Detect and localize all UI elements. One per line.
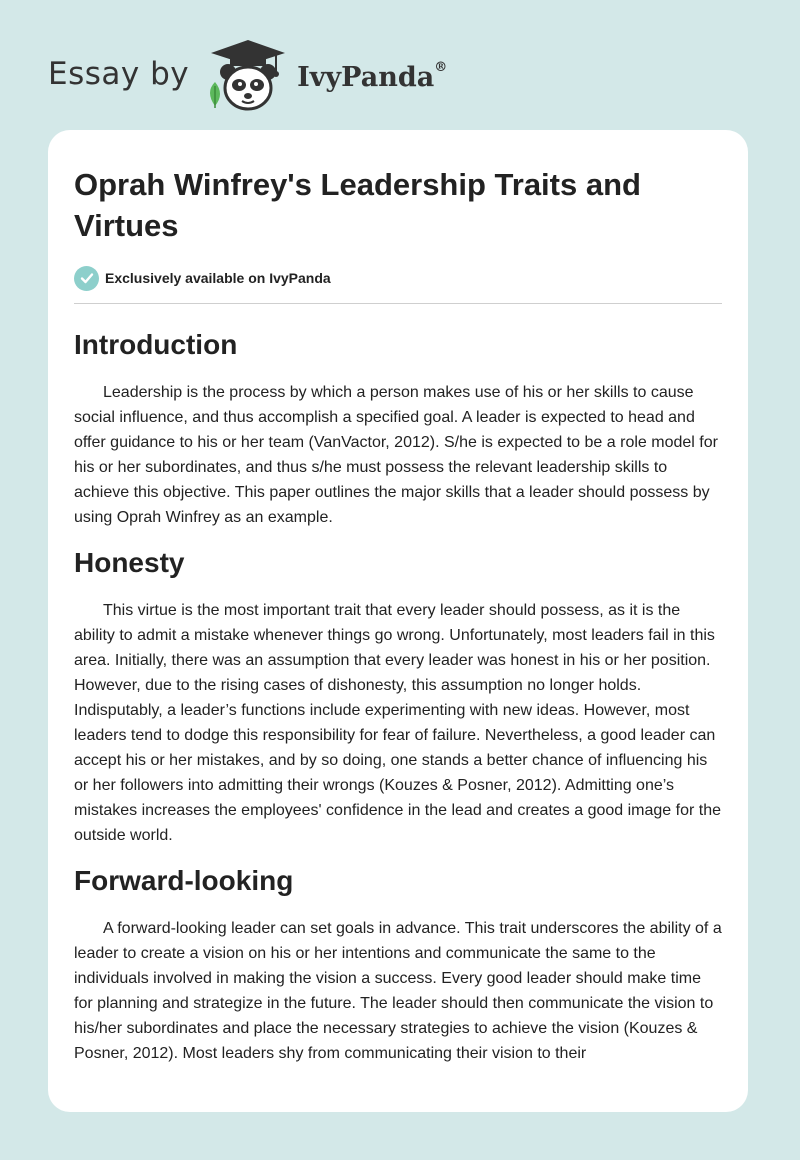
page-title: Oprah Winfrey's Leadership Traits and Virtues <box>74 167 641 243</box>
registered-mark: ® <box>434 59 448 75</box>
panda-graduate-icon <box>203 36 293 112</box>
section-heading: Introduction <box>74 329 238 360</box>
section-paragraph: A forward-looking leader can set goals in advance. This trait underscores the ability of a leader to create a vision on his or her intentions and communicate the same to the individuals involved in making the vision a success. Every good leader should make time for planning and strategize in the future. The leader should then communicate the vision to his/her subordinates and place the necessary strategies to achieve the vision (Kouzes & Posner, 2012). Most leaders shy from communicating their vision to their <box>74 920 722 1062</box>
exclusive-badge <box>74 264 722 292</box>
section-heading: Honesty <box>74 547 185 578</box>
section-honesty <box>74 546 722 848</box>
section-introduction <box>74 328 722 530</box>
divider <box>74 303 722 304</box>
section-paragraph: This virtue is the most important trait that every leader should possess, as it is the ability to admit a mistake whenever things go wrong. Unfortunately, most leaders fail in this area. Initially, there was an assumption that every leader was honest in his or her position. However, due to the rising cases of dishonesty, this assumption no longer holds. Indisputably, a leader’s functions include experimenting with new ideas. However, most leaders tend to dodge this responsibility for fear of failure. Nevertheless, a good leader can accept his or her mistakes, and by so doing, one stands a better chance of influencing his or her followers into admitting their wrongs (Kouzes & Posner, 2012). Admitting one’s mistakes increases the employees' confidence in the lead and creates a good image for the outside world. <box>74 602 721 844</box>
section-forward-looking <box>74 864 722 1066</box>
check-icon <box>74 266 99 291</box>
section-paragraph: Leadership is the process by which a person makes use of his or her skills to cause social influence, and thus accomplish a specified goal. A leader is expected to head and offer guidance to his or her team (VanVactor, 2012). S/he is expected to be a role model for his or her subordinates, and thus s/he must possess the relevant leadership skills to achieve this objective. This paper outlines the major skills that a leader should possess by using Oprah Winfrey as an example. <box>74 384 718 526</box>
brand-header <box>48 36 447 112</box>
essay-card <box>48 130 748 1112</box>
section-heading: Forward-looking <box>74 865 294 896</box>
brand-name[interactable]: IvyPanda® <box>297 59 448 93</box>
exclusive-text: Exclusively available on IvyPanda <box>105 270 331 286</box>
brand-prefix: Essay by <box>48 56 190 92</box>
